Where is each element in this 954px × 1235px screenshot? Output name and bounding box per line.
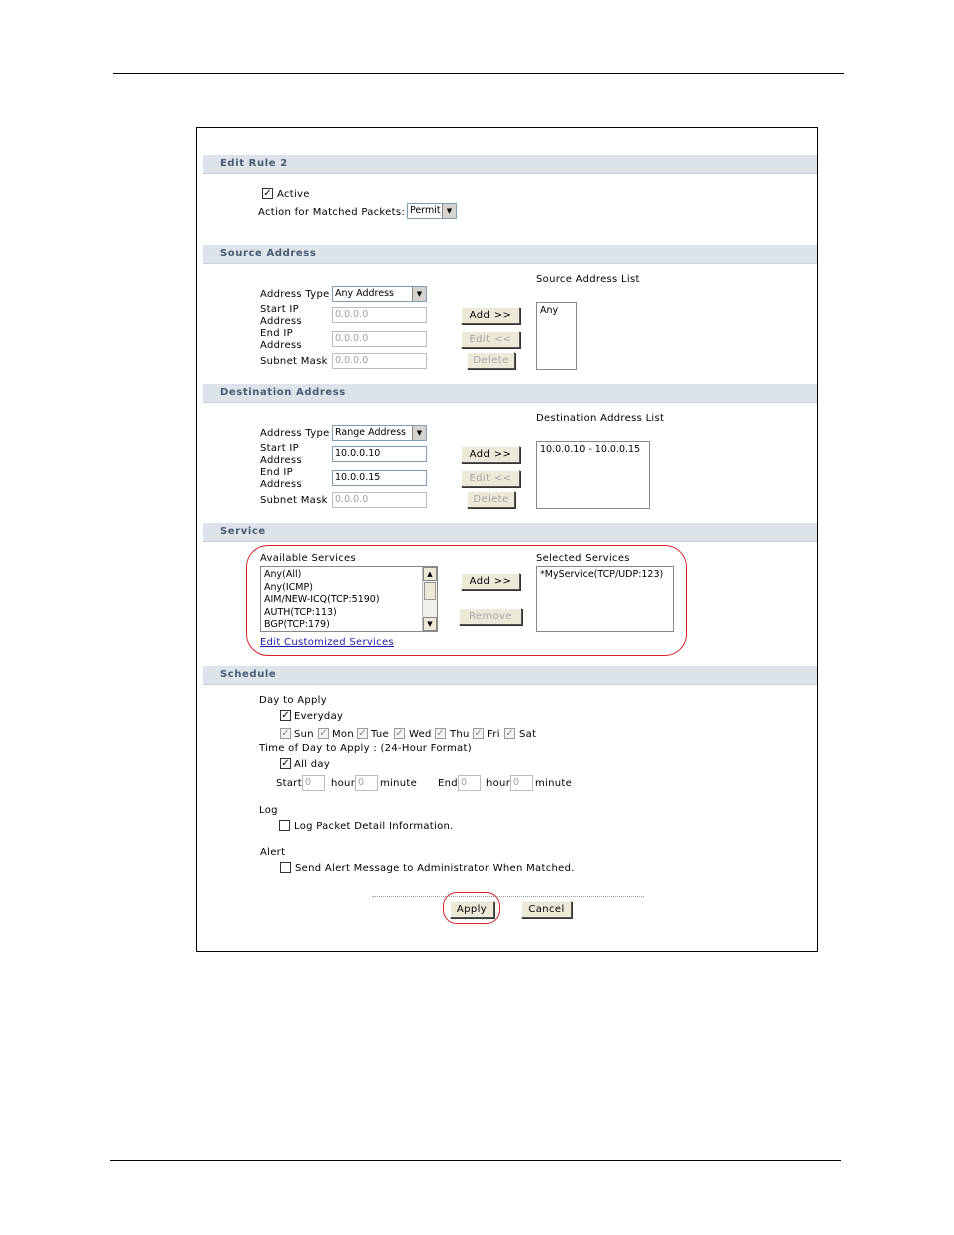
service-divider [203,541,817,542]
start-minute-input[interactable]: 0 [355,775,378,791]
day-sat-checkbox[interactable]: ✓ [505,728,514,739]
source-end-ip-label-1: End IP [260,328,293,339]
action-select[interactable] [407,203,457,219]
destination-address-type-value: Range Address [335,427,406,438]
source-end-ip-input[interactable]: 0.0.0.0 [332,331,427,347]
log-packet-checkbox[interactable] [279,820,290,831]
schedule-divider [203,684,817,685]
start-hour-input[interactable]: 0 [302,775,325,791]
source-delete-button[interactable]: Delete [467,352,515,369]
selected-services-list[interactable] [536,566,674,632]
source-address-type-select[interactable] [332,286,427,302]
day-tue-label: Tue [371,729,389,740]
list-item[interactable]: 10.0.0.10 - 10.0.0.15 [540,444,641,455]
source-end-ip-label-2: Address [260,340,302,351]
destination-address-header: Destination Address [203,384,817,402]
day-fri-checkbox[interactable]: ✓ [474,728,483,739]
destination-end-ip-label-2: Address [260,479,302,490]
end-time-label: End [438,778,458,789]
destination-edit-button[interactable]: Edit << [461,470,520,487]
alert-label: Alert [260,847,286,858]
chevron-down-icon: ▼ [412,426,426,440]
start-minute-label: minute [380,778,418,789]
scroll-down-icon[interactable]: ▼ [423,617,437,631]
selected-services-label: Selected Services [536,553,630,564]
day-sun-label: Sun [294,729,314,740]
day-mon-checkbox[interactable]: ✓ [319,728,328,739]
list-item[interactable]: Any [540,305,559,316]
start-hour-label: hour [331,778,356,789]
cancel-button[interactable]: Cancel [521,901,572,918]
list-item[interactable]: AIM/NEW-ICQ(TCP:5190) [264,594,380,605]
list-item[interactable]: *MyService(TCP/UDP:123) [540,569,664,580]
end-minute-label: minute [535,778,573,789]
end-hour-input[interactable]: 0 [458,775,481,791]
day-fri-label: Fri [487,729,500,740]
service-add-button[interactable]: Add >> [461,573,520,590]
destination-subnet-input[interactable]: 0.0.0.0 [332,492,427,508]
active-checkbox[interactable]: ✓ [263,188,272,199]
day-sun-checkbox[interactable]: ✓ [281,728,290,739]
destination-add-button[interactable]: Add >> [461,446,520,463]
apply-button[interactable]: Apply [450,901,494,918]
day-thu-label: Thu [450,729,470,740]
end-minute-input[interactable]: 0 [510,775,533,791]
start-time-label: Start [276,778,302,789]
destination-end-ip-input[interactable]: 10.0.0.15 [332,470,427,486]
allday-label: All day [294,759,331,770]
source-start-ip-label-2: Address [260,316,302,327]
send-alert-checkbox[interactable] [280,862,291,873]
source-start-ip-label-1: Start IP [260,304,299,315]
action-label: Action for Matched Packets: [258,207,406,218]
everyday-label: Everyday [294,711,344,722]
page-bottom-rule [110,1160,841,1161]
scroll-up-icon[interactable]: ▲ [423,567,437,581]
source-address-list[interactable] [536,302,577,370]
destination-start-ip-input[interactable]: 10.0.0.10 [332,446,427,462]
log-packet-label: Log Packet Detail Information. [294,821,454,832]
list-item[interactable]: AUTH(TCP:113) [264,606,337,618]
scroll-thumb[interactable] [424,582,436,600]
schedule-header: Schedule [203,666,817,684]
source-address-header: Source Address [203,245,817,263]
chevron-down-icon: ▼ [442,204,456,218]
list-item[interactable]: Any(All) [264,569,302,580]
available-services-list[interactable] [260,566,438,632]
time-of-day-label: Time of Day to Apply : (24-Hour Format) [259,743,472,754]
destination-subnet-label: Subnet Mask [260,495,328,506]
destination-start-ip-label-2: Address [260,455,302,466]
day-wed-checkbox[interactable]: ✓ [395,728,404,739]
dotted-separator [372,896,644,897]
page-top-rule [113,73,844,74]
edit-customized-services-link[interactable]: Edit Customized Services [260,637,394,648]
source-address-divider [203,263,817,264]
day-mon-label: Mon [332,729,354,740]
list-item[interactable]: BGP(TCP:179) [264,619,330,630]
chevron-down-icon: ▼ [412,287,426,301]
destination-delete-button[interactable]: Delete [467,491,515,508]
day-to-apply-label: Day to Apply [259,695,327,706]
source-subnet-label: Subnet Mask [260,356,328,367]
service-header: Service [203,523,817,541]
send-alert-label: Send Alert Message to Administrator When Matched. [295,863,575,874]
active-label: Active [277,189,310,200]
source-address-type-label: Address Type [260,289,330,300]
destination-address-divider [203,402,817,403]
destination-address-list-label: Destination Address List [536,413,665,424]
edit-rule-divider [203,173,817,174]
day-sat-label: Sat [519,729,537,740]
day-tue-checkbox[interactable]: ✓ [358,728,367,739]
log-label: Log [259,805,278,816]
day-thu-checkbox[interactable]: ✓ [436,728,445,739]
source-address-list-label: Source Address List [536,274,640,285]
end-hour-label: hour [486,778,511,789]
source-add-button[interactable]: Add >> [461,307,520,324]
day-wed-label: Wed [409,729,432,740]
allday-checkbox[interactable]: ✓ [281,758,290,769]
available-services-scrollbar[interactable] [422,567,437,631]
edit-rule-screen [196,127,818,952]
destination-address-list[interactable] [536,441,650,509]
list-item[interactable]: Any(ICMP) [264,581,313,593]
source-subnet-input[interactable]: 0.0.0.0 [332,353,427,369]
source-edit-button[interactable]: Edit << [461,331,520,348]
action-select-value: Permit [410,205,441,216]
destination-address-type-select[interactable] [332,425,427,441]
source-start-ip-input[interactable]: 0.0.0.0 [332,307,427,323]
available-services-label: Available Services [260,553,357,564]
destination-address-type-label: Address Type [260,428,330,439]
edit-rule-header: Edit Rule 2 [203,155,817,173]
source-address-type-value: Any Address [335,288,394,299]
everyday-checkbox[interactable]: ✓ [281,710,290,721]
destination-end-ip-label-1: End IP [260,467,293,478]
service-remove-button[interactable]: Remove [459,608,522,625]
destination-start-ip-label-1: Start IP [260,443,299,454]
